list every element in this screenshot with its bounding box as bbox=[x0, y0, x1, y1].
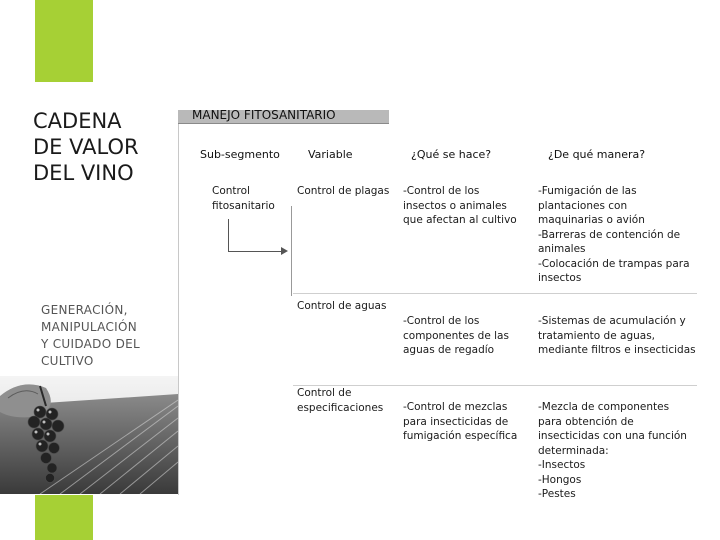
variable-cell-plagas bbox=[297, 184, 389, 199]
what-line: aguas de regadío bbox=[403, 344, 495, 356]
what-line: componentes de las bbox=[403, 329, 509, 342]
what-line: para insecticidas de bbox=[403, 415, 509, 428]
how-line: plantaciones con bbox=[538, 199, 628, 212]
variable-bracket-line bbox=[291, 206, 292, 296]
what-line: que afectan al cultivo bbox=[403, 214, 517, 226]
how-line: insectos bbox=[538, 272, 582, 284]
subsegment-line: Control bbox=[212, 185, 250, 197]
title-line: DEL VINO bbox=[33, 161, 134, 185]
subtitle-line: MANIPULACIÓN bbox=[41, 320, 137, 334]
accent-bar-top bbox=[35, 0, 93, 82]
how-line: tratamiento de aguas, bbox=[538, 329, 656, 342]
variable-line: Control de aguas bbox=[297, 300, 387, 312]
how-line: -Fumigación de las bbox=[538, 185, 637, 197]
vertical-divider bbox=[178, 123, 179, 495]
title-line: DE VALOR bbox=[33, 135, 139, 159]
variable-cell-aguas bbox=[297, 299, 386, 314]
what-line: -Control de los bbox=[403, 185, 480, 197]
how-line: maquinarias o avión bbox=[538, 214, 645, 226]
subtitle-line: Y CUIDADO DEL bbox=[41, 337, 140, 351]
how-line: -Mezcla de componentes bbox=[538, 401, 670, 413]
how-line: animales bbox=[538, 243, 586, 255]
how-cell-aguas bbox=[538, 314, 696, 358]
how-line: para obtención de bbox=[538, 415, 634, 428]
what-cell-especificaciones bbox=[403, 400, 517, 444]
what-line: insectos o animales bbox=[403, 199, 507, 212]
subsegment-cell bbox=[212, 184, 275, 213]
how-line: determinada: bbox=[538, 444, 609, 457]
subtitle-line: CULTIVO bbox=[41, 354, 94, 368]
arrow-right-icon bbox=[281, 247, 288, 255]
what-cell-aguas bbox=[403, 314, 509, 358]
connector-line-vertical bbox=[228, 219, 229, 251]
subsegment-line: fitosanitario bbox=[212, 199, 275, 212]
variable-line: especificaciones bbox=[297, 401, 384, 414]
what-line: fumigación específica bbox=[403, 430, 518, 442]
variable-line: Control de bbox=[297, 387, 352, 399]
title-line: CADENA bbox=[33, 109, 122, 133]
variable-cell-especificaciones bbox=[297, 386, 383, 415]
how-line: -Pestes bbox=[538, 488, 576, 500]
stage-subtitle bbox=[41, 302, 171, 370]
what-cell-plagas bbox=[403, 184, 517, 228]
page-title bbox=[33, 108, 173, 186]
how-line: insecticidas con una función bbox=[538, 430, 687, 442]
accent-bar-bottom bbox=[35, 495, 93, 540]
connector-line-horizontal bbox=[228, 251, 282, 252]
how-line: -Insectos bbox=[538, 459, 586, 471]
how-line: mediante filtros e insecticidas bbox=[538, 344, 696, 356]
how-line: -Barreras de contención de bbox=[538, 228, 681, 241]
how-cell-especificaciones bbox=[538, 400, 687, 502]
how-line: -Hongos bbox=[538, 473, 582, 486]
how-cell-plagas bbox=[538, 184, 690, 286]
vineyard-grapes-photo bbox=[0, 376, 178, 494]
how-line: -Sistemas de acumulación y bbox=[538, 315, 686, 327]
how-line: -Colocación de trampas para bbox=[538, 257, 690, 270]
row-separator bbox=[293, 293, 697, 294]
section-header-title: MANEJO FITOSANITARIO bbox=[192, 108, 336, 122]
variable-line: Control de plagas bbox=[297, 185, 390, 197]
column-header-how: ¿De qué manera? bbox=[548, 148, 646, 161]
column-header-what: ¿Qué se hace? bbox=[411, 148, 492, 161]
section-header-bar bbox=[178, 110, 389, 124]
what-line: -Control de mezclas bbox=[403, 401, 508, 413]
what-line: -Control de los bbox=[403, 315, 480, 327]
column-header-subsegment: Sub-segmento bbox=[200, 148, 280, 161]
column-header-variable: Variable bbox=[308, 148, 353, 161]
subtitle-line: GENERACIÓN, bbox=[41, 303, 128, 317]
